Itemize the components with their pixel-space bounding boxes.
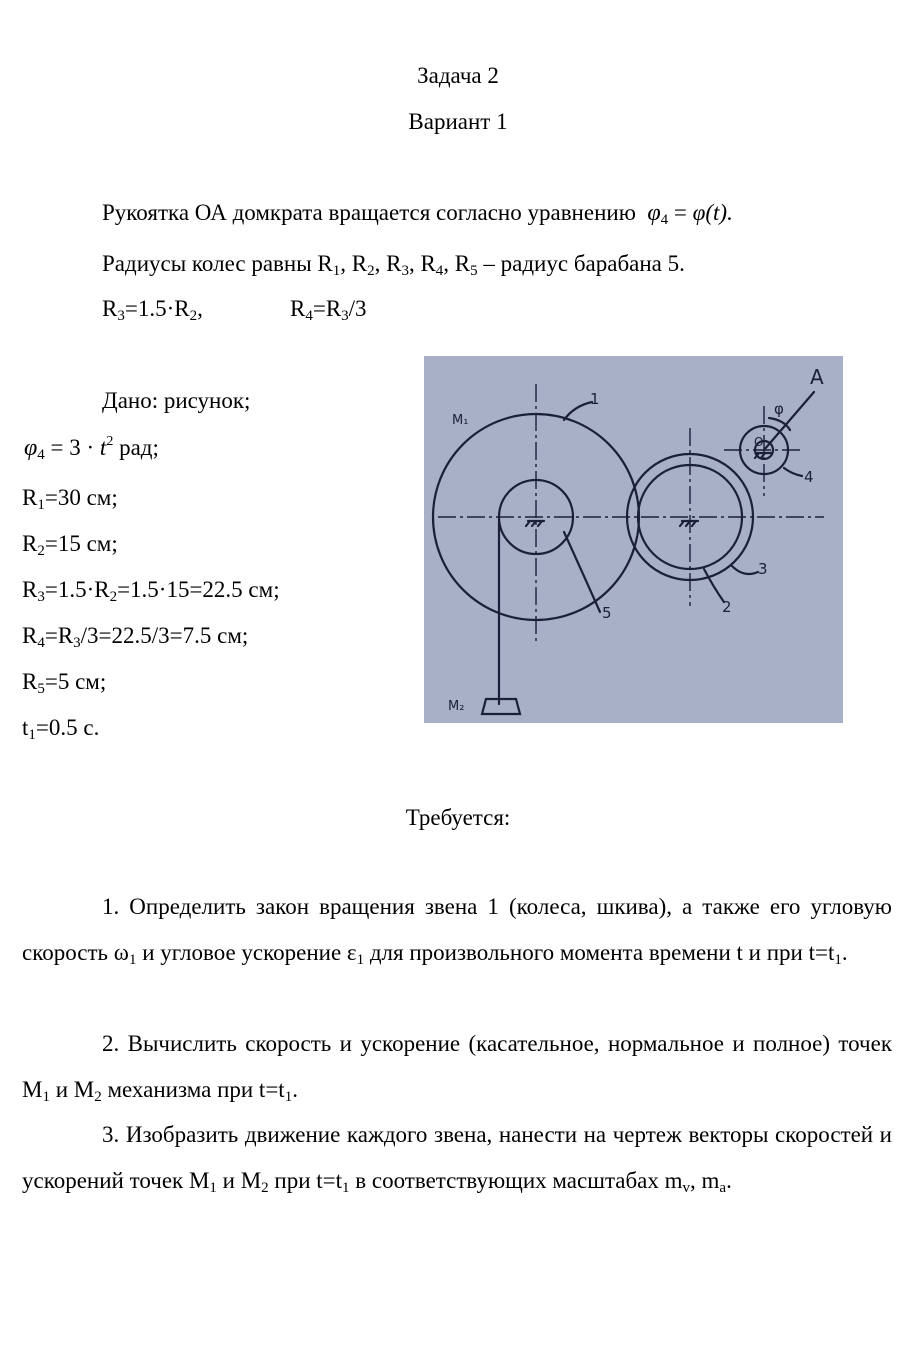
intro-line-1 [102,200,733,228]
text-seg: t [22,715,29,740]
text-seg: /3=22.5/3=7.5 см; [80,623,249,648]
required-title: Требуется: [405,805,511,830]
text-seg: =15 см; [44,531,118,556]
label-5: 5 [602,604,612,622]
sub-seg: 1 [356,951,365,968]
text-seg: 2. Вычислить скорость и ускорение (касательное, нормальное и полное) точек М [22,1031,892,1102]
required-item-3 [22,1112,892,1203]
given-item-r1 [22,485,118,513]
text-seg: = 3 · [50,435,95,460]
text-seg: . [292,1076,298,1102]
text-seg: Радиусы колес равны R [102,251,333,276]
leader-3 [732,566,758,574]
text-seg: . [841,939,848,965]
sub-seg: 2 [94,1088,102,1105]
leader-5 [564,532,600,612]
text-seg: – радиус барабана 5. [477,251,685,276]
sub-seg: v [682,1179,691,1196]
sub-seg: 1 [284,1088,293,1105]
sub-seg: 4 [435,263,444,279]
support-1 [526,521,544,526]
power: 2 [106,434,114,449]
sub-seg: 3 [341,308,349,324]
given-title: Дано: рисунок; [102,388,251,413]
sub-seg: 3 [73,635,81,651]
sub-seg: 2 [189,308,198,324]
label-4: 4 [804,468,814,486]
sub-seg: a [719,1179,727,1196]
intro-line-3b [290,296,367,324]
sub-seg: 1 [128,951,137,968]
label-m2: M₂ [448,699,465,714]
load-m2 [482,699,520,714]
text-seg: =5 см; [44,669,107,694]
sub-seg: 3 [117,308,125,324]
text-seg: /3 [348,296,367,321]
label-o: O [754,435,764,449]
text-seg: и М [216,1167,262,1193]
sub-seg: 1 [42,1088,50,1105]
text-seg: , R [340,251,368,276]
text-seg: 1. Определить закон вращения звена 1 (колеса, шкива), а также его угловую скорость ω [22,894,892,965]
label-a: A [810,365,824,389]
text-seg: =1.5·R [124,296,190,321]
text-seg: механизма при t=t [101,1076,285,1102]
equals-sign: = [673,200,687,225]
sub-seg: 3 [37,589,45,605]
sub-seg: 1 [834,951,842,968]
text-seg: в соответствующих масштабах m [349,1167,683,1193]
text-seg: , m [690,1167,720,1193]
text-seg: =30 см; [44,485,118,510]
leader-4 [784,468,802,476]
given-item-r5 [22,669,107,697]
sub-seg: 2 [109,589,118,605]
given-item-r2 [22,531,118,559]
given-item-r4 [22,623,249,651]
given-phi-equation [24,434,159,463]
sub-seg: 1 [332,263,341,279]
sub-seg: 4 [37,635,45,651]
text-seg: R [290,296,306,321]
text-seg: =1.5·R [44,577,110,602]
text-seg: и угловое ускорение ε [136,939,357,965]
task-title: Задача 2 [417,63,499,88]
mechanism-figure [424,356,843,723]
sub-seg: 1 [209,1179,217,1196]
phi-subscript: 4 [660,212,669,228]
phi-subscript: 4 [37,447,45,463]
text-seg: =1.5·15=22.5 см; [117,577,280,602]
text-seg: , R [408,251,436,276]
label-2: 2 [722,598,732,616]
leader-2 [704,569,724,602]
intro-line-3 [102,296,203,324]
sub-seg: 1 [28,727,36,743]
sub-seg: 5 [37,681,45,697]
text-seg: R [22,577,38,602]
phi-function: φ(t). [692,200,733,225]
text-seg: R [22,485,38,510]
text-seg: , R [374,251,402,276]
text-seg: R [22,623,38,648]
text-seg: R [22,531,38,556]
label-m1: M₁ [452,413,469,428]
text-seg: рад; [119,435,159,460]
text-seg: для произвольного момента времени t и при t=t [364,939,835,965]
sub-seg: 4 [305,308,313,324]
label-phi: φ [774,400,784,418]
text-seg: R [102,296,118,321]
text-seg: =R [44,623,74,648]
handle-oa [764,392,814,450]
required-item-2 [22,1021,892,1112]
text-seg: , [197,296,203,321]
intro-line-1-text: Рукоятка ОА домкрата вращается согласно уравнению [102,200,636,225]
text-seg: =R [312,296,342,321]
required-item-1 [22,884,892,975]
variant-title: Вариант 1 [408,109,508,134]
phi-symbol: φ [24,435,38,461]
support-2 [680,521,698,526]
text-seg: R [22,669,38,694]
phi-symbol: φ [647,200,661,226]
text-seg: . [726,1167,732,1193]
text-seg: при t=t [268,1167,343,1193]
t-variable: t [99,435,107,460]
sub-seg: 3 [401,263,409,279]
given-item-r3 [22,577,280,605]
sub-seg: 1 [37,497,45,513]
text-seg: , R [443,251,471,276]
leader-1 [564,402,592,420]
sub-seg: 5 [470,263,478,279]
text-seg: =0.5 с. [35,715,100,740]
text-seg: и М [49,1076,95,1102]
text-seg: 3. Изобразить движение каждого звена, нанести на чертеж векторы скоростей и ускорений точек М [22,1122,892,1193]
given-item-t1 [22,715,100,743]
sub-seg: 2 [367,263,375,279]
sub-seg: 2 [261,1179,269,1196]
sub-seg: 2 [37,543,45,559]
intro-line-2 [102,251,685,279]
label-3: 3 [758,560,768,578]
sub-seg: 1 [342,1179,350,1196]
label-1: 1 [590,390,600,408]
mechanism-diagram [424,356,843,723]
